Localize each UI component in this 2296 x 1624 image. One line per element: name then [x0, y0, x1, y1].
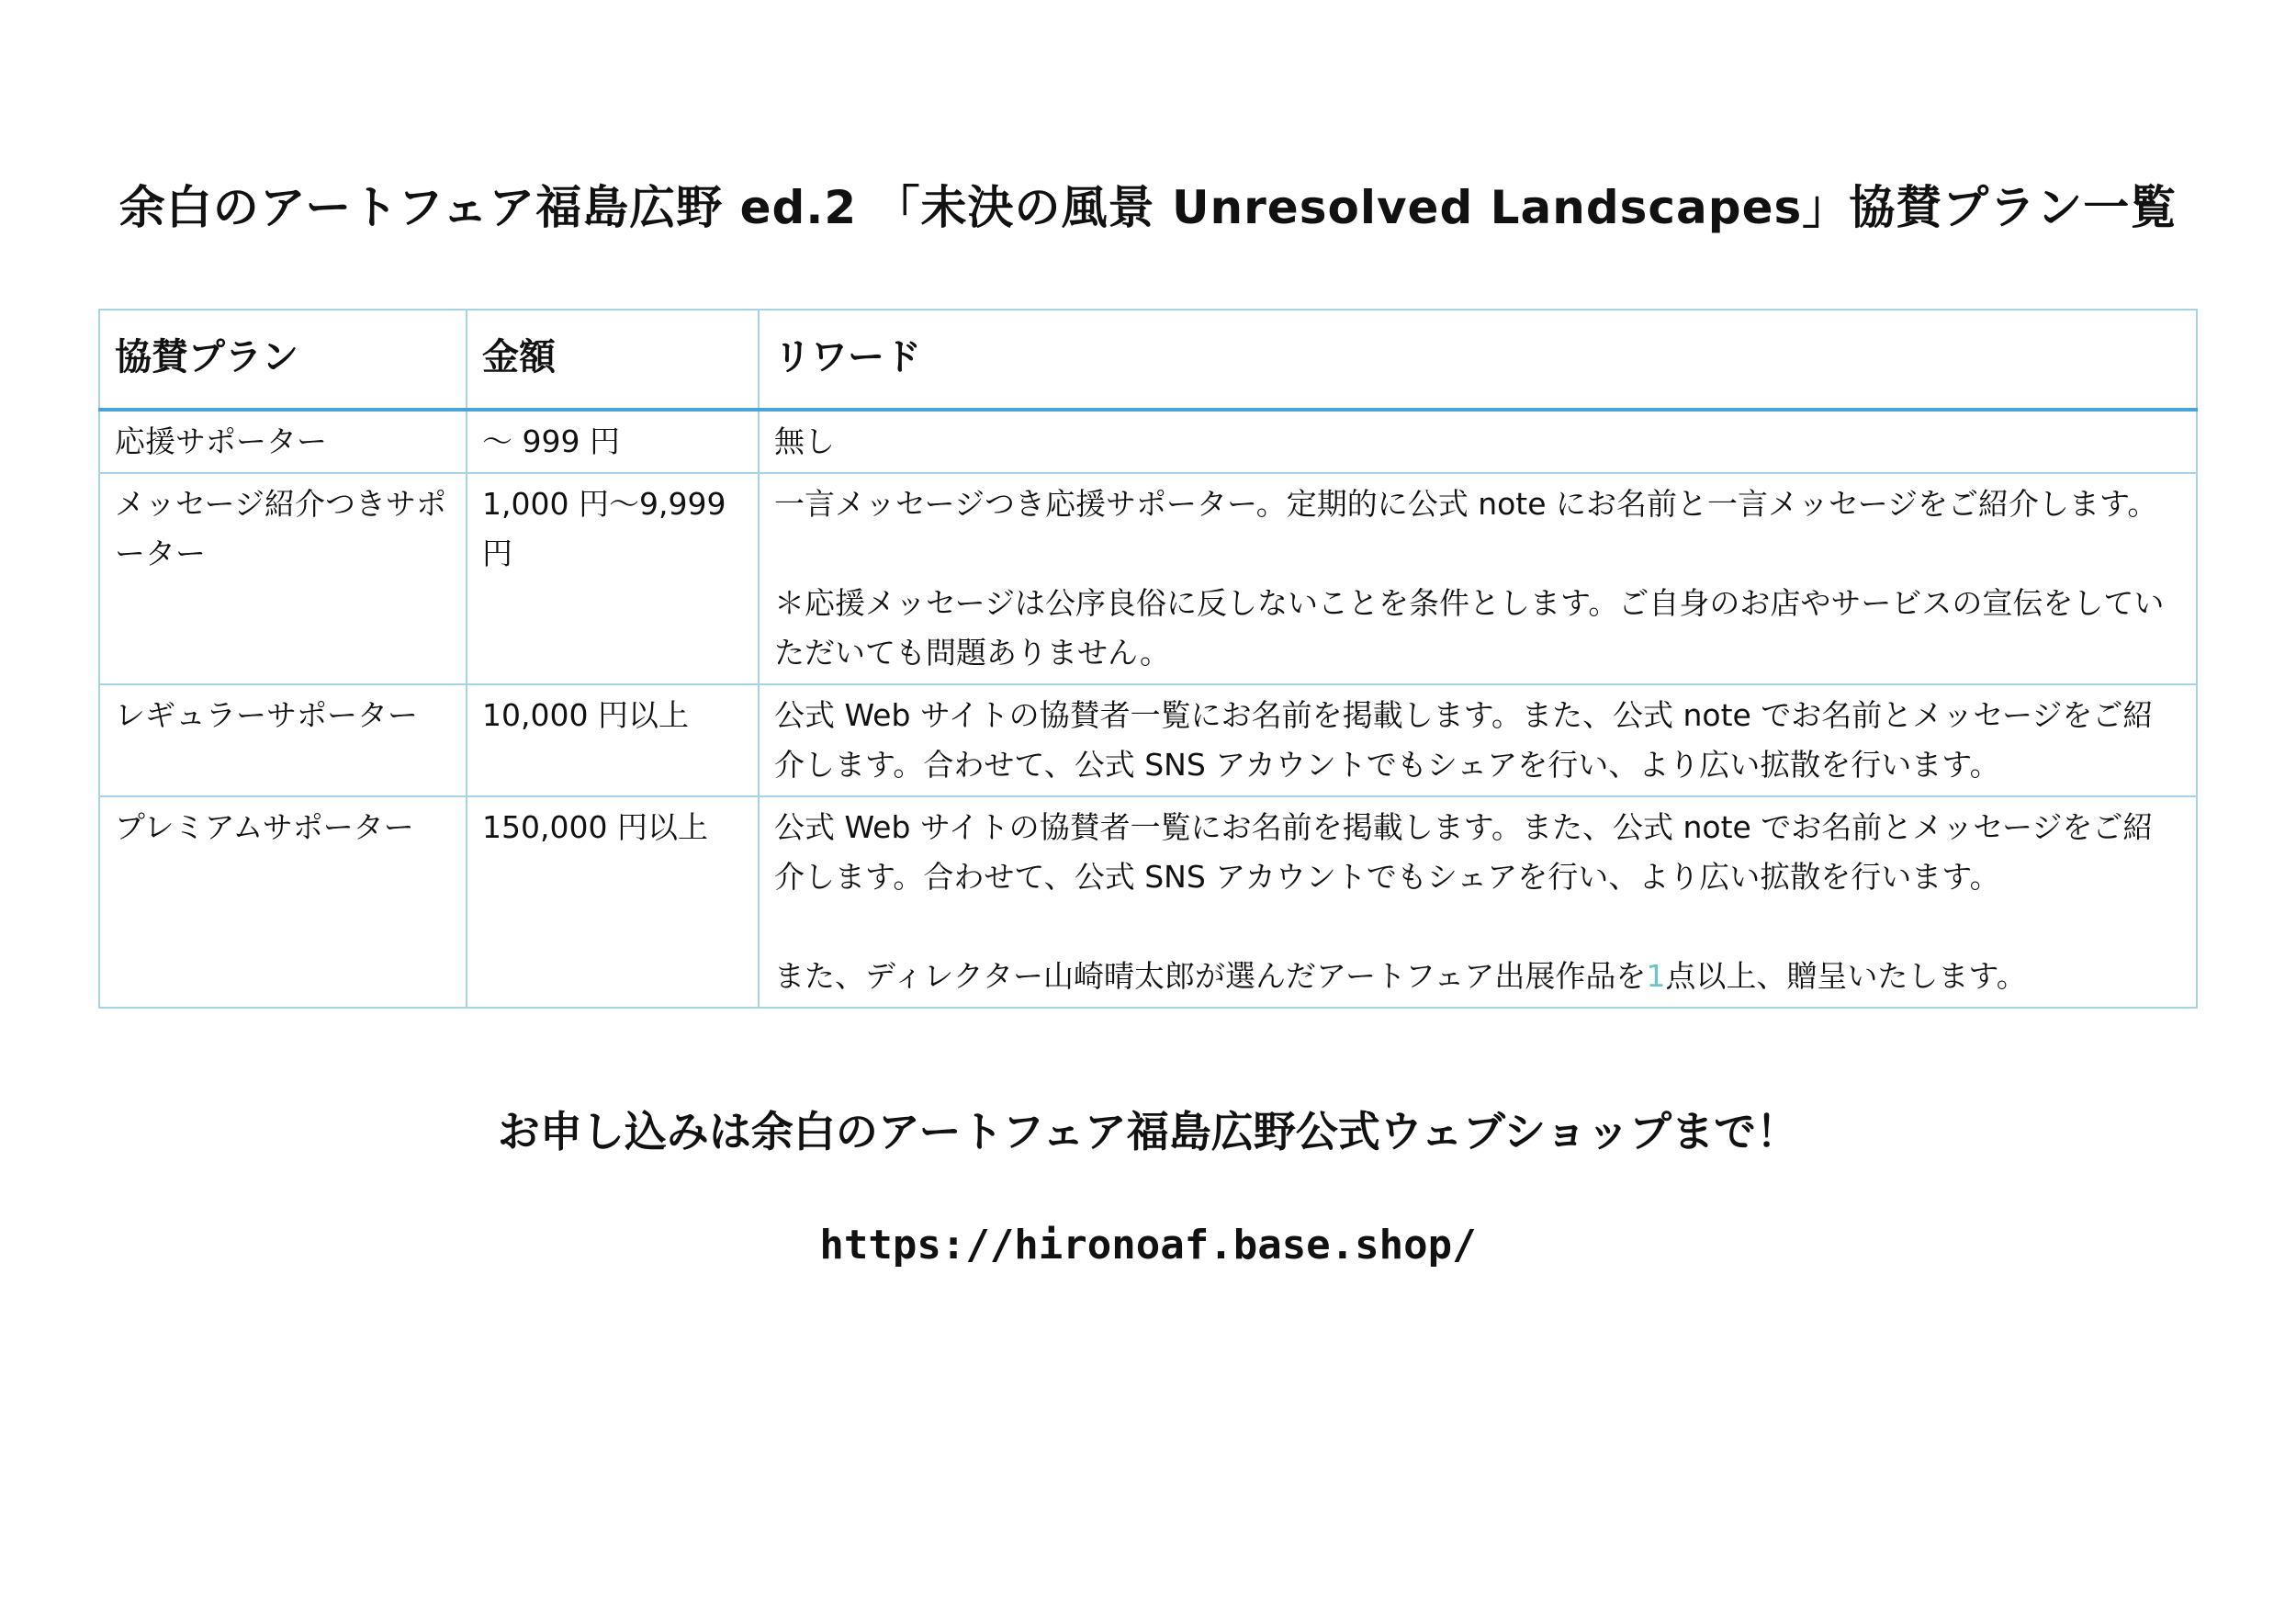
- table-row: [99, 410, 2197, 473]
- shop-url-link[interactable]: https://hironoaf.base.shop/: [819, 1222, 1477, 1269]
- header-reward: リワード: [759, 310, 2197, 410]
- reward-extra-number: 1: [1646, 958, 1666, 994]
- reward-text: 一言メッセージつき応援サポーター。定期的に公式 note にお名前と一言メッセージをご紹介します。: [774, 486, 2158, 522]
- table-row: [99, 473, 2197, 684]
- reward-text: 公式 Web サイトの協賛者一覧にお名前を掲載します。また、公式 note でお名前とメッセージをご紹介します。合わせて、公式 SNS アカウントでもシェアを行い、より広い拡散を行います。: [774, 697, 2154, 783]
- reward-text: 公式 Web サイトの協賛者一覧にお名前を掲載します。また、公式 note でお名前とメッセージをご紹介します。合わせて、公式 SNS アカウントでもシェアを行い、より広い拡散を行います。: [774, 809, 2154, 895]
- header-amount: 金額: [467, 310, 759, 410]
- reward-text: 無し: [774, 423, 835, 459]
- table-row: [99, 684, 2197, 796]
- reward-extra-after: 点以上、贈呈いたします。: [1665, 958, 2027, 994]
- plan-name: メッセージ紹介つきサポーター: [99, 473, 467, 684]
- sponsorship-plans-table: [98, 309, 2198, 1009]
- plan-amount: ～ 999 円: [467, 410, 759, 473]
- reward-extra-before: また、ディレクター山崎晴太郎が選んだアートフェア出展作品を: [774, 958, 1647, 994]
- plan-reward: [759, 473, 2197, 684]
- plan-amount: 1,000 円～9,999 円: [467, 473, 759, 684]
- table-header-row: [99, 310, 2197, 410]
- plan-reward: [759, 796, 2197, 1008]
- plan-amount: 150,000 円以上: [467, 796, 759, 1008]
- reward-extra: [774, 952, 2181, 1001]
- header-plan: 協賛プラン: [99, 310, 467, 410]
- application-note: お申し込みは余白のアートフェア福島広野公式ウェブショップまで！: [497, 1107, 1799, 1156]
- plan-reward: [759, 684, 2197, 796]
- page-title: 余白のアートフェア福島広野 ed.2 「未決の風景 Unresolved Landscapes」協賛プラン一覧: [118, 181, 2178, 234]
- plan-name: レギュラーサポーター: [99, 684, 467, 796]
- plan-amount: 10,000 円以上: [467, 684, 759, 796]
- table-row: [99, 796, 2197, 1008]
- plan-reward: [759, 410, 2197, 473]
- plan-name: 応援サポーター: [99, 410, 467, 473]
- plan-name: プレミアムサポーター: [99, 796, 467, 1008]
- reward-note: ＊応援メッセージは公序良俗に反しないことを条件とします。ご自身のお店やサービスの宣伝をしていただいても問題ありません。: [774, 585, 2165, 671]
